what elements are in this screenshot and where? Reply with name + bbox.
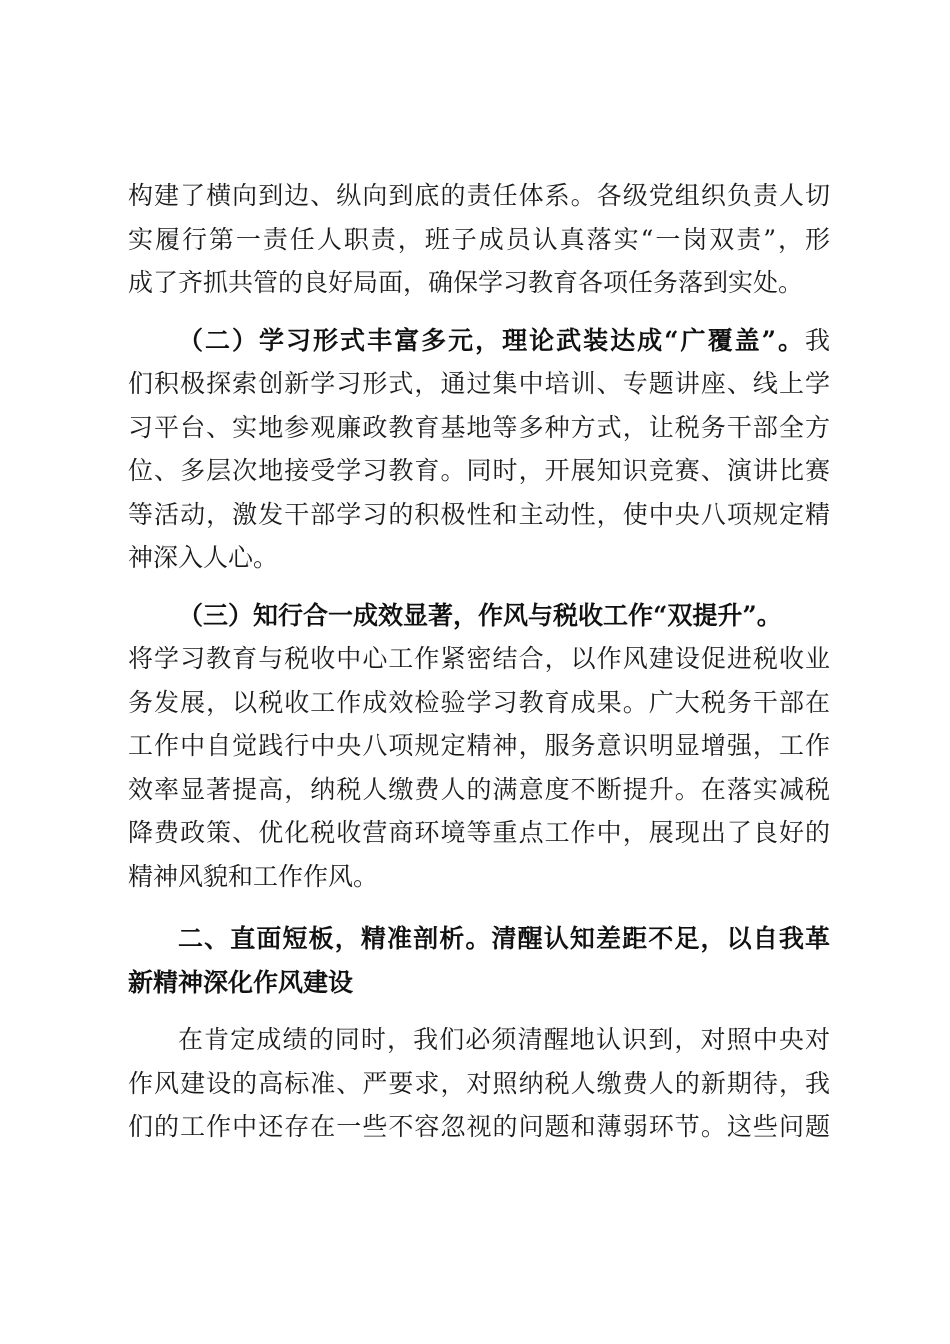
text-line: 作风建设的高标准、严要求，对照纳税人缴费人的新期待，我 [128, 1068, 830, 1098]
text-line: 等活动，激发干部学习的积极性和主动性，使中央八项规定精 [128, 499, 830, 529]
text-line: 位、多层次地接受学习教育。同时，开展知识竞赛、演讲比赛 [128, 456, 830, 485]
heading-line: 二、直面短板，精准剖析。清醒认知差距不足，以自我革 [178, 924, 830, 953]
heading-line: 新精神深化作风建设 [128, 967, 354, 997]
text-line: 成了齐抓共管的良好局面，确保学习教育各项任务落到实处。 [128, 268, 804, 297]
text-line: 效率显著提高，纳税人缴费人的满意度不断提升。在落实减税 [128, 774, 830, 804]
text-line: 务发展，以税收工作成效检验学习教育成果。广大税务干部在 [128, 687, 830, 717]
paragraph-knowledge-action [128, 594, 830, 899]
paragraph-responsibility-system [128, 174, 830, 305]
text-line [128, 594, 830, 638]
paragraph-acknowledge-shortcomings [128, 1018, 830, 1149]
text-line [128, 319, 830, 363]
paragraph-learning-forms [128, 319, 830, 580]
text-line: 工作中自觉践行中央八项规定精神，服务意识明显增强，工作 [128, 731, 830, 760]
text-line: 神深入人心。 [128, 543, 279, 572]
text-fragment: 我 [804, 325, 830, 355]
subsection-heading: （三）知行合一成效显著，作风与税收工作“双提升”。 [178, 600, 782, 630]
text-line: 习平台、实地参观廉政教育基地等多种方式，让税务干部全方 [128, 412, 830, 442]
text-line: 精神风貌和工作作风。 [128, 861, 379, 891]
subsection-heading: （二）学习形式丰富多元，理论武装达成“广覆盖”。 [178, 325, 805, 355]
text-line: 构建了横向到边、纵向到底的责任体系。各级党组织负责人切 [128, 181, 830, 210]
text-line: 们积极探索创新学习形式，通过集中培训、专题讲座、线上学 [128, 369, 830, 398]
text-line: 降费政策、优化税收营商环境等重点工作中，展现出了良好的 [128, 818, 830, 847]
section-heading [128, 917, 830, 1004]
text-line: 在肯定成绩的同时，我们必须清醒地认识到，对照中央对 [178, 1025, 830, 1054]
text-line: 们的工作中还存在一些不容忽视的问题和薄弱环节。这些问题 [128, 1112, 830, 1141]
text-line: 实履行第一责任人职责，班子成员认真落实“一岗双责”，形 [128, 224, 830, 254]
document-body [128, 174, 830, 1149]
text-line: 将学习教育与税收中心工作紧密结合，以作风建设促进税收业 [128, 644, 830, 673]
